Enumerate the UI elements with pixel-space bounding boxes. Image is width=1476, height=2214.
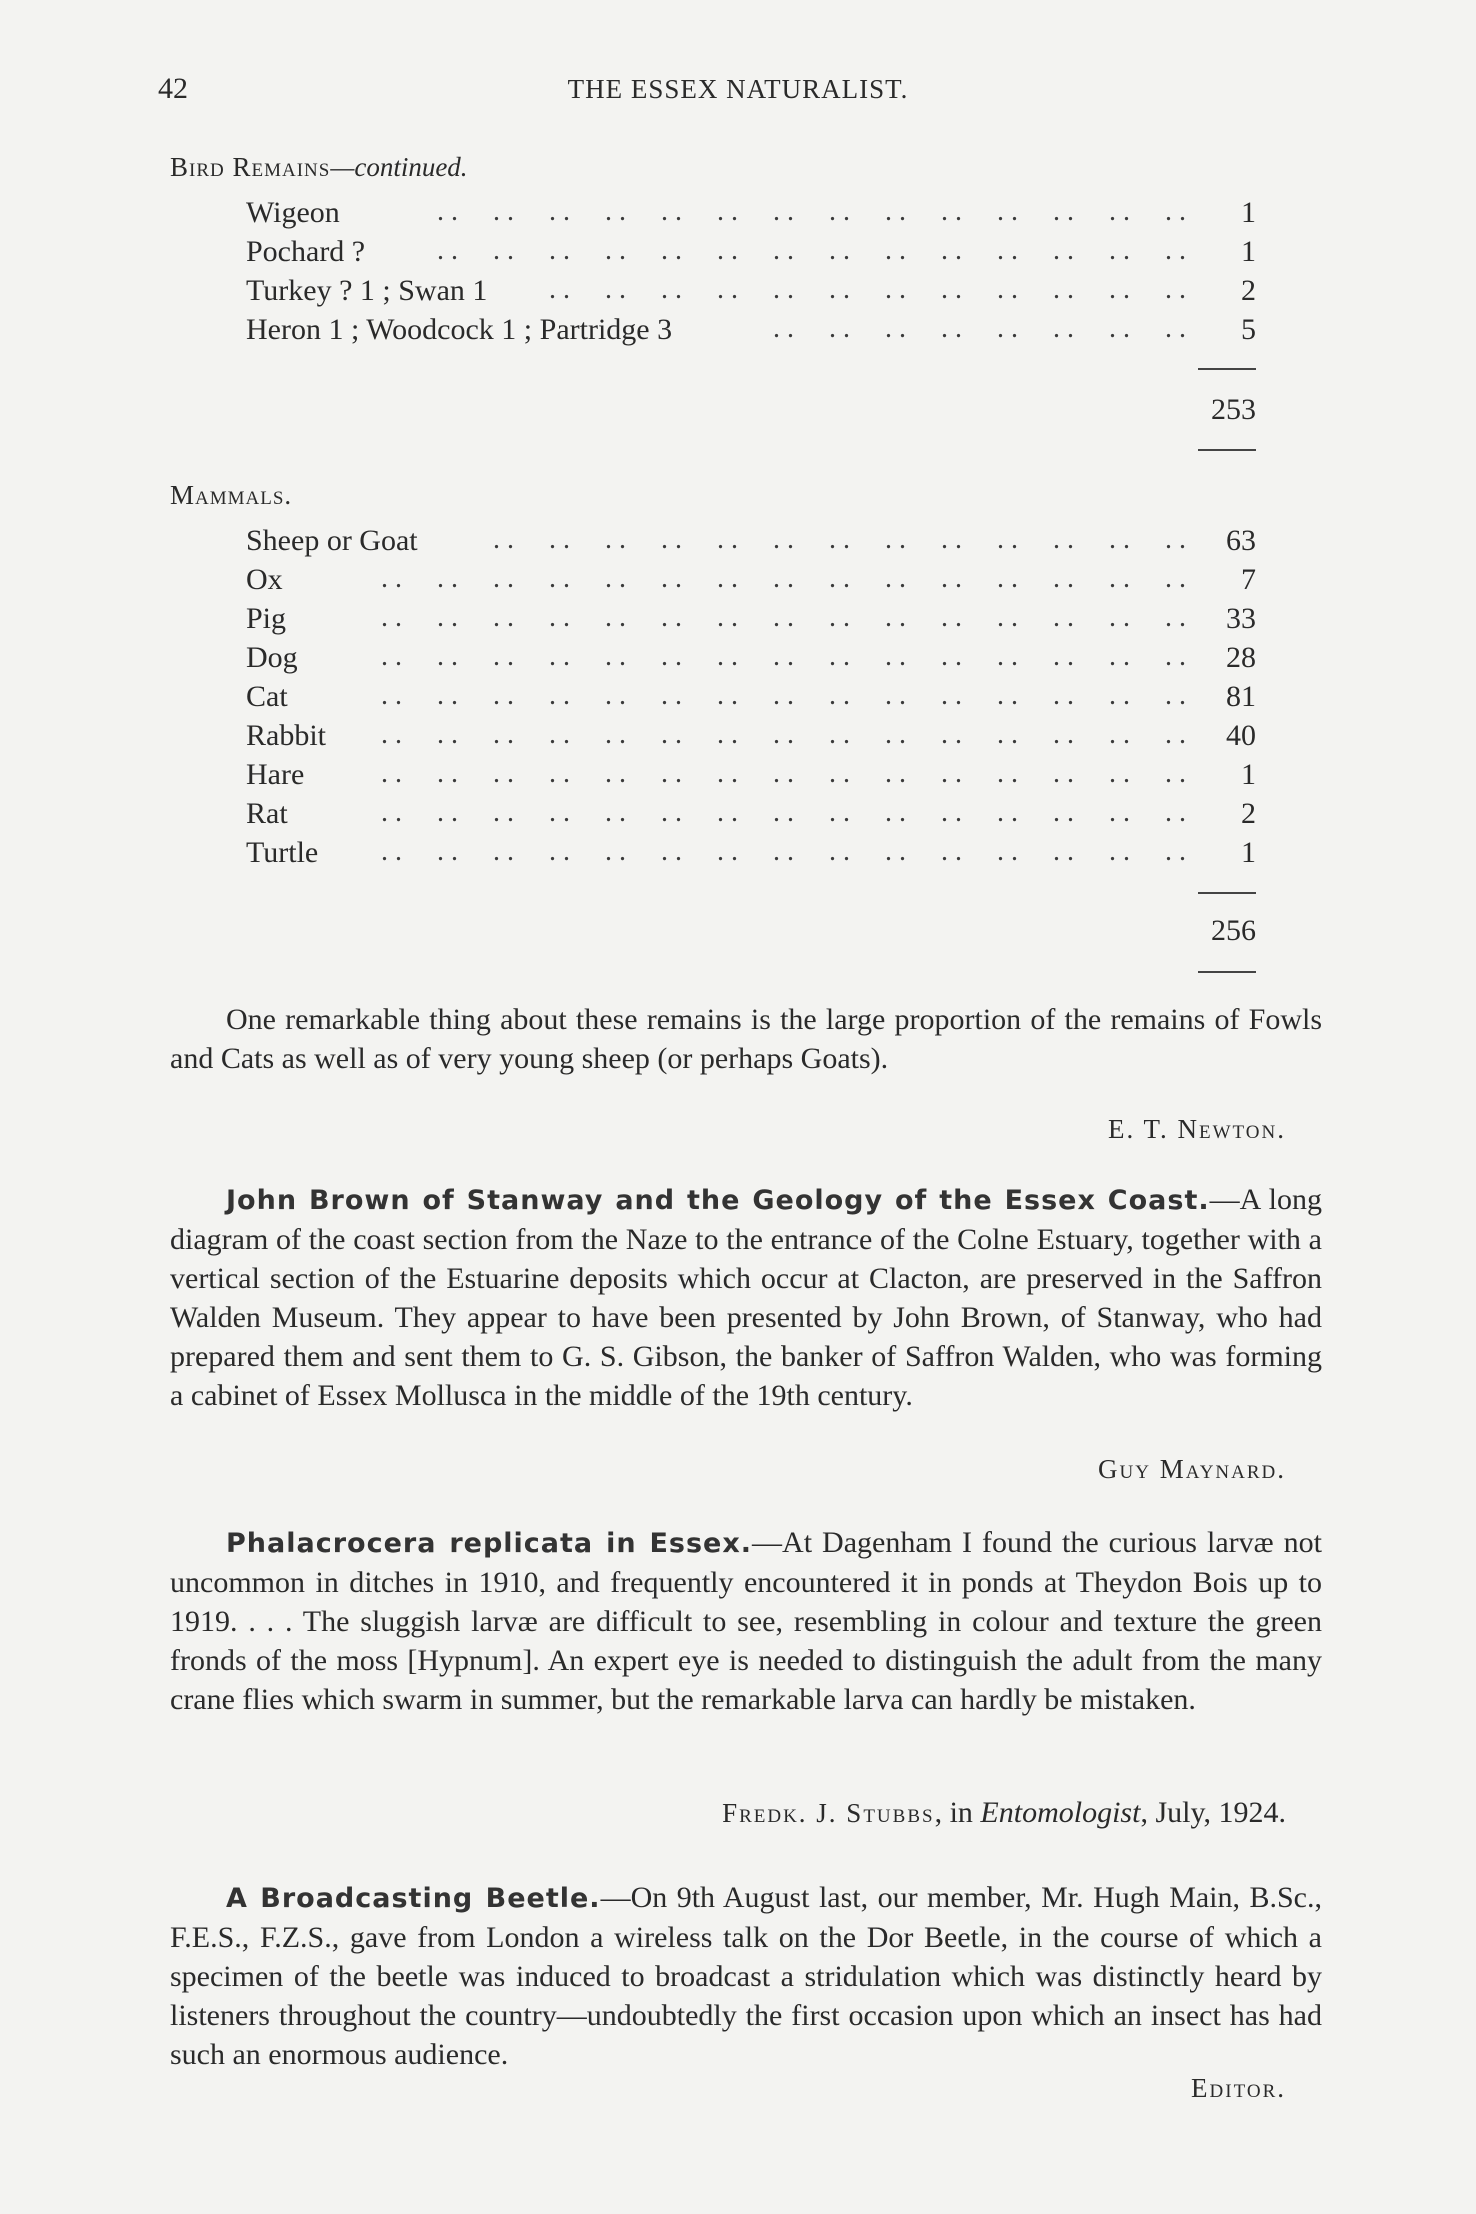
dot-leader: . . . . . . . . . . . . . . . . . . . . . . . . . . . . . .	[381, 680, 1186, 711]
tally-row-name: Dog	[246, 641, 298, 674]
dot-leader: . . . . . . . . . . . . . . . . . . . . . . . . . . . . . .	[381, 797, 1186, 828]
dot-leader: . . . . . . . . . . . . . . . . . . . . . . . . . . . . . .	[381, 758, 1186, 789]
tally-row	[246, 274, 1256, 312]
tally-row-name: Pig	[246, 602, 287, 635]
phalacrocera-sig-in: , in	[934, 1796, 981, 1829]
tally-row	[246, 836, 1256, 874]
john-brown-text: —A long diagram of the coast section from the Naze to the entrance of the Colne Estuary, together with a vertical section of the Estuarine deposits which occur at Clacton, are preserved in the Saffron Walden Museum. They appear to have been presented by John Brown, of Stanway, who had prepared them and sent them to G. S. Gibson, the banker of Saffron Walden, who was forming a cabinet of Essex Mollusca in the middle of the 19th century.	[170, 1183, 1322, 1412]
tally-row-count: 81	[1226, 680, 1256, 713]
john-brown-heading: John Brown of Stanway and the Geology of the Essex Coast.	[226, 1185, 1210, 1216]
dot-leader: . . . . . . . . . . . . . . . . . . . . . . . . . . . . . .	[381, 641, 1186, 672]
phalacrocera-heading: Phalacrocera replicata in Essex.	[226, 1528, 753, 1559]
mammal-total-rule-bottom	[1198, 971, 1256, 973]
bird-remains-title	[170, 152, 468, 183]
tally-row	[246, 602, 1256, 640]
tally-row	[246, 313, 1256, 351]
tally-row-count: 28	[1226, 641, 1256, 674]
tally-row	[246, 680, 1256, 718]
running-title: THE ESSEX NATURALIST.	[567, 74, 909, 104]
tally-row-name: Heron 1 ; Woodcock 1 ; Partridge 3	[246, 313, 673, 346]
tally-row-name: Ox	[246, 563, 283, 596]
bird-total-rule-bottom	[1198, 449, 1256, 451]
tally-row-name: Rat	[246, 797, 288, 830]
bird-remains-title-text: Bird Remains	[170, 152, 331, 182]
tally-row-name: Cat	[246, 680, 288, 713]
tally-row-name: Wigeon	[246, 196, 340, 229]
tally-row-name: Sheep or Goat	[246, 524, 418, 557]
phalacrocera-sig-date: , July, 1924.	[1140, 1796, 1286, 1829]
bird-remains-total: 253	[1211, 393, 1256, 426]
dot-leader: . . . . . . . . . . . . . . . . . . . . . . . . . . . . . .	[381, 719, 1186, 750]
tally-row-count: 2	[1241, 797, 1256, 830]
tally-row	[246, 196, 1256, 234]
tally-row-count: 2	[1241, 274, 1256, 307]
phalacrocera-sig-author: Fredk. J. Stubbs	[722, 1798, 935, 1828]
tally-row-name: Rabbit	[246, 719, 326, 752]
tally-row-count: 1	[1241, 836, 1256, 869]
dot-leader: . . . . . . . . . . . . . . . . . . . . . . . . . . . .	[437, 196, 1186, 227]
phalacrocera-text: —At Dagenham I found the curious larvæ not uncommon in ditches in 1910, and frequently encountered it in ponds at Theydon Bois up to 1919. . . . The sluggish larvæ are difficult to see, resembling in colour and texture the green fronds of the moss [Hypnum]. An expert eye is needed to distinguish the adult from the many crane flies which swarm in summer, but the remarkable larva can hardly be mistaken.	[170, 1526, 1322, 1716]
beetle-heading: A Broadcasting Beetle.	[226, 1883, 601, 1914]
tally-row-count: 5	[1241, 313, 1256, 346]
tally-row-name: Turkey ? 1 ; Swan 1	[246, 274, 488, 307]
bird-total-rule-top	[1198, 368, 1256, 370]
beetle-text: —On 9th August last, our member, Mr. Hugh Main, B.Sc., F.E.S., F.Z.S., gave from London a wireless talk on the Dor Beetle, in the course of which a specimen of the beetle was induced to broadcast a stridulation which was distinctly heard by listeners throughout the country—undoubtedly the first occasion upon which an insect has had such an enormous audience.	[170, 1881, 1322, 2071]
dot-leader: . . . . . . . . . . . . . . . . . . . . . . . .	[549, 274, 1186, 305]
tally-row-name: Pochard ?	[246, 235, 366, 268]
tally-row-count: 63	[1226, 524, 1256, 557]
remark-paragraph: One remarkable thing about these remains is the large proportion of the remains of Fowls and Cats as well as of very young sheep (or perhaps Goats).	[170, 1003, 1322, 1075]
tally-row-count: 33	[1226, 602, 1256, 635]
tally-row	[246, 758, 1256, 796]
tally-row	[246, 235, 1256, 273]
tally-row	[246, 719, 1256, 757]
mammal-total-rule-top	[1198, 892, 1256, 894]
bird-remains-title-suffix: —continued.	[330, 152, 468, 182]
tally-row-count: 40	[1226, 719, 1256, 752]
phalacrocera-sig-journal: Entomologist	[980, 1796, 1141, 1829]
beetle-signature: Editor.	[1191, 2073, 1286, 2103]
phalacrocera-paragraph	[170, 1523, 1322, 1719]
tally-row-name: Hare	[246, 758, 305, 791]
tally-row	[246, 524, 1256, 562]
dot-leader: . . . . . . . . . . . . . . . . . . . . . . . . . . . .	[437, 235, 1186, 266]
tally-row-count: 7	[1241, 563, 1256, 596]
dot-leader: . . . . . . . . . . . . . . . . . . . . . . . . . . . . . .	[381, 836, 1186, 867]
beetle-paragraph	[170, 1878, 1322, 2074]
tally-row-count: 1	[1241, 196, 1256, 229]
dot-leader: . . . . . . . . . . . . . . . .	[773, 313, 1186, 344]
tally-row	[246, 563, 1256, 601]
dot-leader: . . . . . . . . . . . . . . . . . . . . . . . . . .	[493, 524, 1186, 555]
page-number: 42	[158, 72, 188, 105]
john-brown-paragraph	[170, 1180, 1322, 1415]
tally-row-count: 1	[1241, 235, 1256, 268]
tally-row	[246, 797, 1256, 835]
mammals-total: 256	[1211, 914, 1256, 947]
dot-leader: . . . . . . . . . . . . . . . . . . . . . . . . . . . . . .	[381, 563, 1186, 594]
dot-leader: . . . . . . . . . . . . . . . . . . . . . . . . . . . . . .	[381, 602, 1186, 633]
tally-row-count: 1	[1241, 758, 1256, 791]
mammals-title: Mammals.	[170, 480, 293, 510]
remark-signature: E. T. Newton.	[1108, 1114, 1286, 1144]
john-brown-signature: Guy Maynard.	[1098, 1454, 1286, 1484]
tally-row	[246, 641, 1256, 679]
tally-row-name: Turtle	[246, 836, 319, 869]
page-header	[0, 72, 1476, 112]
phalacrocera-signature	[722, 1796, 1286, 1830]
